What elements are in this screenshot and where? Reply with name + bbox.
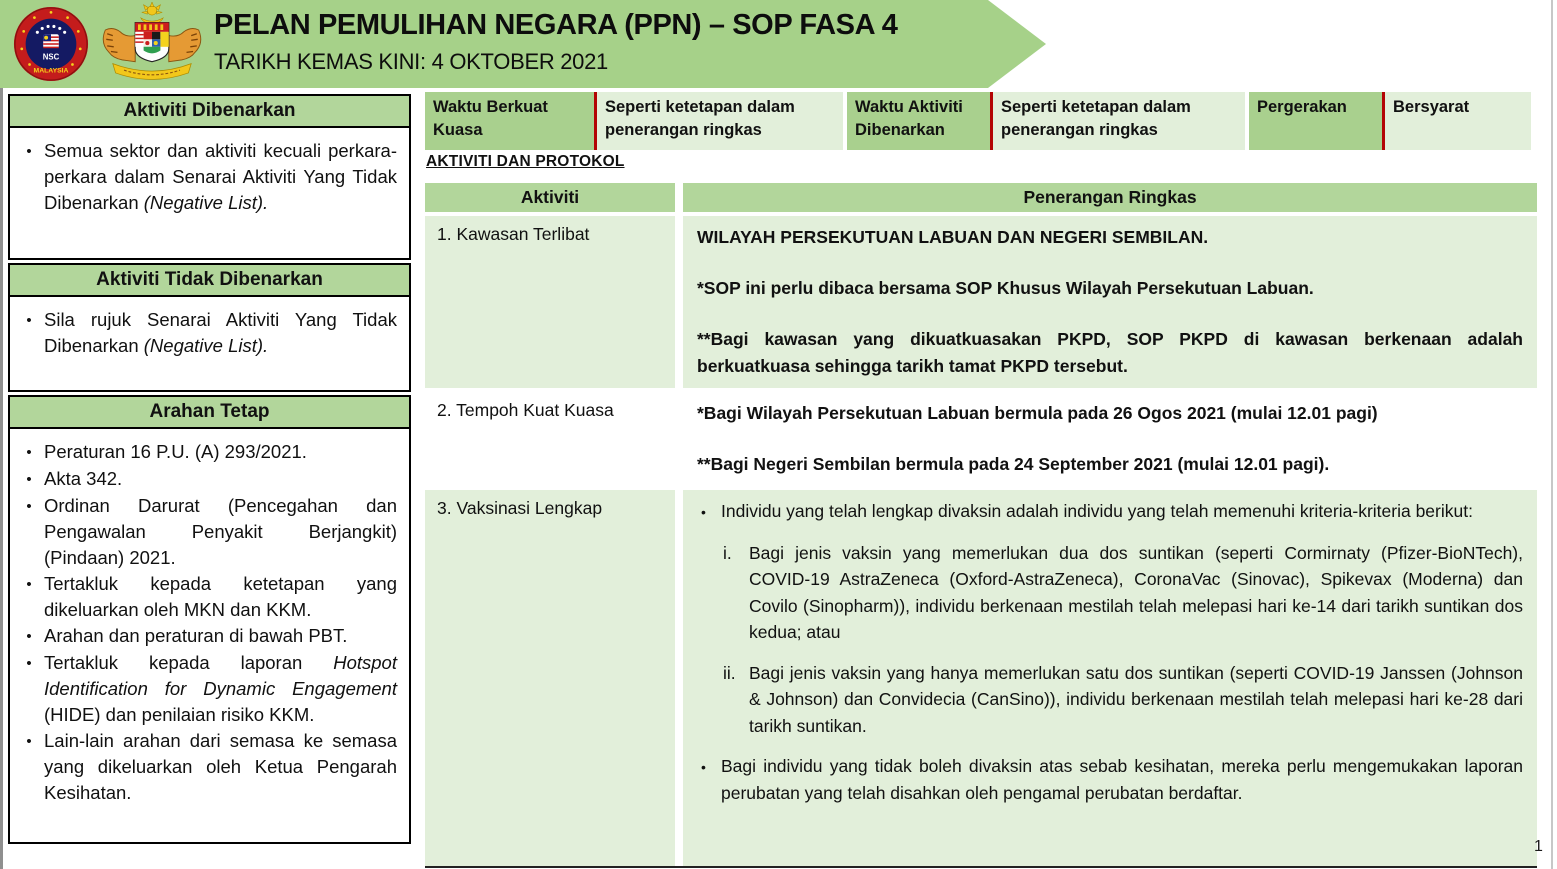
description-paragraph: **Bagi Negeri Sembilan bermula pada 24 September 2021 (mulai 12.01 pagi).	[697, 454, 1330, 474]
bullet-item	[14, 650, 401, 728]
legend-strip	[425, 92, 1531, 150]
header-titles	[214, 9, 1014, 75]
bullet-item	[14, 439, 401, 466]
bullet-marker: •	[26, 733, 32, 750]
bullet-marker: •	[26, 471, 32, 488]
table-section-label: AKTIVITI DAN PROTOKOL	[426, 153, 625, 170]
activity-cell: 3. Vaksinasi Lengkap	[425, 490, 675, 866]
bullet-marker: •	[26, 143, 32, 160]
description-list-item	[723, 660, 1523, 740]
legend-label-waktu-berkuat-kuasa: Waktu Berkuat Kuasa	[425, 92, 594, 150]
list-marker: •	[701, 759, 706, 775]
section-aktiviti-dibenarkan	[8, 94, 411, 260]
bullet-item	[14, 138, 401, 216]
bullet-marker: •	[26, 576, 32, 593]
table-row-kawasan-terlibat	[425, 216, 1537, 388]
activity-cell: 1. Kawasan Terlibat	[425, 216, 675, 388]
bullet-text: Peraturan 16 P.U. (A) 293/2021.	[44, 441, 307, 462]
section-title: Aktiviti Dibenarkan	[8, 94, 411, 128]
description-paragraph: **Bagi kawasan yang dikuatkuasakan PKPD, SOP PKPD di kawasan berkenaan adalah berkuatkuasa sehingga tarikh tamat PKPD tersebut.	[697, 329, 1523, 376]
svg-text:NSC: NSC	[42, 52, 60, 62]
bullet-item	[14, 493, 401, 571]
section-body	[8, 297, 411, 392]
description-list-item	[697, 498, 1523, 526]
description-paragraph: *SOP ini perlu dibaca bersama SOP Khusus Wilayah Persekutuan Labuan.	[697, 278, 1314, 298]
section-aktiviti-tidak-dibenarkan	[8, 263, 411, 392]
bullet-text: Semua sektor dan aktiviti kecuali perkara-perkara dalam Senarai Aktiviti Yang Tidak Dibenarkan (Negative List).	[44, 140, 397, 213]
sidebar	[8, 94, 411, 847]
description-cell	[683, 392, 1537, 486]
bullet-marker: •	[26, 444, 32, 461]
list-text: Individu yang telah lengkap divaksin adalah individu yang telah memenuhi kriteria-kriteria berikut:	[721, 501, 1473, 521]
description-list-item	[723, 540, 1523, 646]
list-marker: ii.	[723, 662, 736, 683]
list-text: Bagi jenis vaksin yang hanya memerlukan satu dos suntikan (seperti COVID-19 Janssen (Johnson & Johnson) dan Convidecia (CanSino)), individu berkenaan mestilah telah melepasi hari ke-28 dari tarikh suntikan.	[749, 662, 1523, 736]
description-cell	[683, 216, 1537, 388]
section-title: Arahan Tetap	[8, 395, 411, 429]
description-paragraph: *Bagi Wilayah Persekutuan Labuan bermula pada 26 Ogos 2021 (mulai 12.01 pagi)	[697, 403, 1378, 423]
description-list-item	[697, 753, 1523, 806]
table-header-row	[425, 183, 1537, 212]
bullet-item	[14, 571, 401, 623]
list-text: Bagi individu yang tidak boleh divaksin atas sebab kesihatan, mereka perlu mengemukakan laporan perubatan yang telah disahkan oleh pengamal perubatan berdaftar.	[721, 756, 1523, 803]
page-title: PELAN PEMULIHAN NEGARA (PPN) – SOP FASA 4	[214, 9, 898, 41]
bullet-text: Sila rujuk Senarai Aktiviti Yang Tidak Dibenarkan (Negative List).	[44, 309, 397, 356]
nsc-malaysia-emblem-icon	[12, 5, 90, 83]
bullet-marker: •	[26, 655, 32, 672]
list-text: Bagi jenis vaksin yang memerlukan dua dos suntikan (seperti Cormirnaty (Pfizer-BioNTech), COVID-19 AstraZeneca (Oxford-AstraZeneca), CoronaVac (Sinovac), Spikevax (Moderna) dan Covilo (Sinopharm)), individu berkenaan mestilah telah melepasi hari ke-14 dari tarikh suntikan dos kedua; atau	[749, 542, 1523, 642]
description-cell	[683, 490, 1537, 866]
page-number: 1	[1534, 838, 1543, 855]
table-row-vaksinasi-lengkap	[425, 490, 1537, 868]
bullet-text: Akta 342.	[44, 468, 123, 489]
bullet-marker: •	[26, 312, 32, 329]
tiger-left	[103, 29, 135, 62]
legend-label-waktu-aktiviti-dibenarkan: Waktu Aktiviti Dibenarkan	[847, 92, 990, 150]
list-marker: i.	[723, 542, 732, 563]
column-header-penerangan-ringkas: Penerangan Ringkas	[683, 183, 1537, 212]
tiger-right	[169, 29, 201, 62]
legend-value: Seperti ketetapan dalam penerangan ringkas	[993, 92, 1245, 150]
column-header-aktiviti: Aktiviti	[425, 183, 675, 212]
section-arahan-tetap	[8, 395, 411, 844]
bullet-item	[14, 466, 401, 493]
bullet-text: Ordinan Darurat (Pencegahan dan Pengawalan Penyakit Berjangkit) (Pindaan) 2021.	[44, 495, 397, 568]
bullet-marker: •	[26, 498, 32, 515]
legend-value-bersyarat: Bersyarat	[1385, 92, 1531, 150]
activity-cell: 2. Tempoh Kuat Kuasa	[425, 392, 675, 486]
svg-text:MALAYSIA: MALAYSIA	[33, 67, 69, 75]
shield	[135, 23, 169, 62]
bullet-item	[14, 728, 401, 806]
legend-label-pergerakan: Pergerakan	[1249, 92, 1382, 150]
page-left-edge	[0, 0, 3, 869]
bullet-item	[14, 307, 401, 359]
list-marker: •	[701, 504, 706, 520]
section-body	[8, 429, 411, 844]
section-body	[8, 128, 411, 260]
malaysia-coat-of-arms-icon	[95, 2, 209, 86]
bullet-text: Lain-lain arahan dari semasa ke semasa yang dikeluarkan oleh Ketua Pengarah Kesihatan.	[44, 730, 397, 803]
legend-value: Seperti ketetapan dalam penerangan ringkas	[597, 92, 843, 150]
motto-ribbon	[113, 64, 191, 80]
bullet-text: Tertakluk kepada laporan Hotspot Identification for Dynamic Engagement (HIDE) dan penilaian risiko KKM.	[44, 652, 397, 725]
bullet-text: Tertakluk kepada ketetapan yang dikeluarkan oleh MKN dan KKM.	[44, 573, 397, 620]
protocol-table	[425, 183, 1537, 868]
bullet-text: Arahan dan peraturan di bawah PBT.	[44, 625, 348, 646]
description-paragraph: WILAYAH PERSEKUTUAN LABUAN DAN NEGERI SEMBILAN.	[697, 227, 1209, 247]
page-subtitle: TARIKH KEMAS KINI: 4 OKTOBER 2021	[214, 49, 608, 74]
bullet-marker: •	[26, 628, 32, 645]
section-title: Aktiviti Tidak Dibenarkan	[8, 263, 411, 297]
table-row-tempoh-kuat-kuasa	[425, 392, 1537, 486]
page-right-edge	[1551, 0, 1553, 869]
bullet-item	[14, 623, 401, 650]
